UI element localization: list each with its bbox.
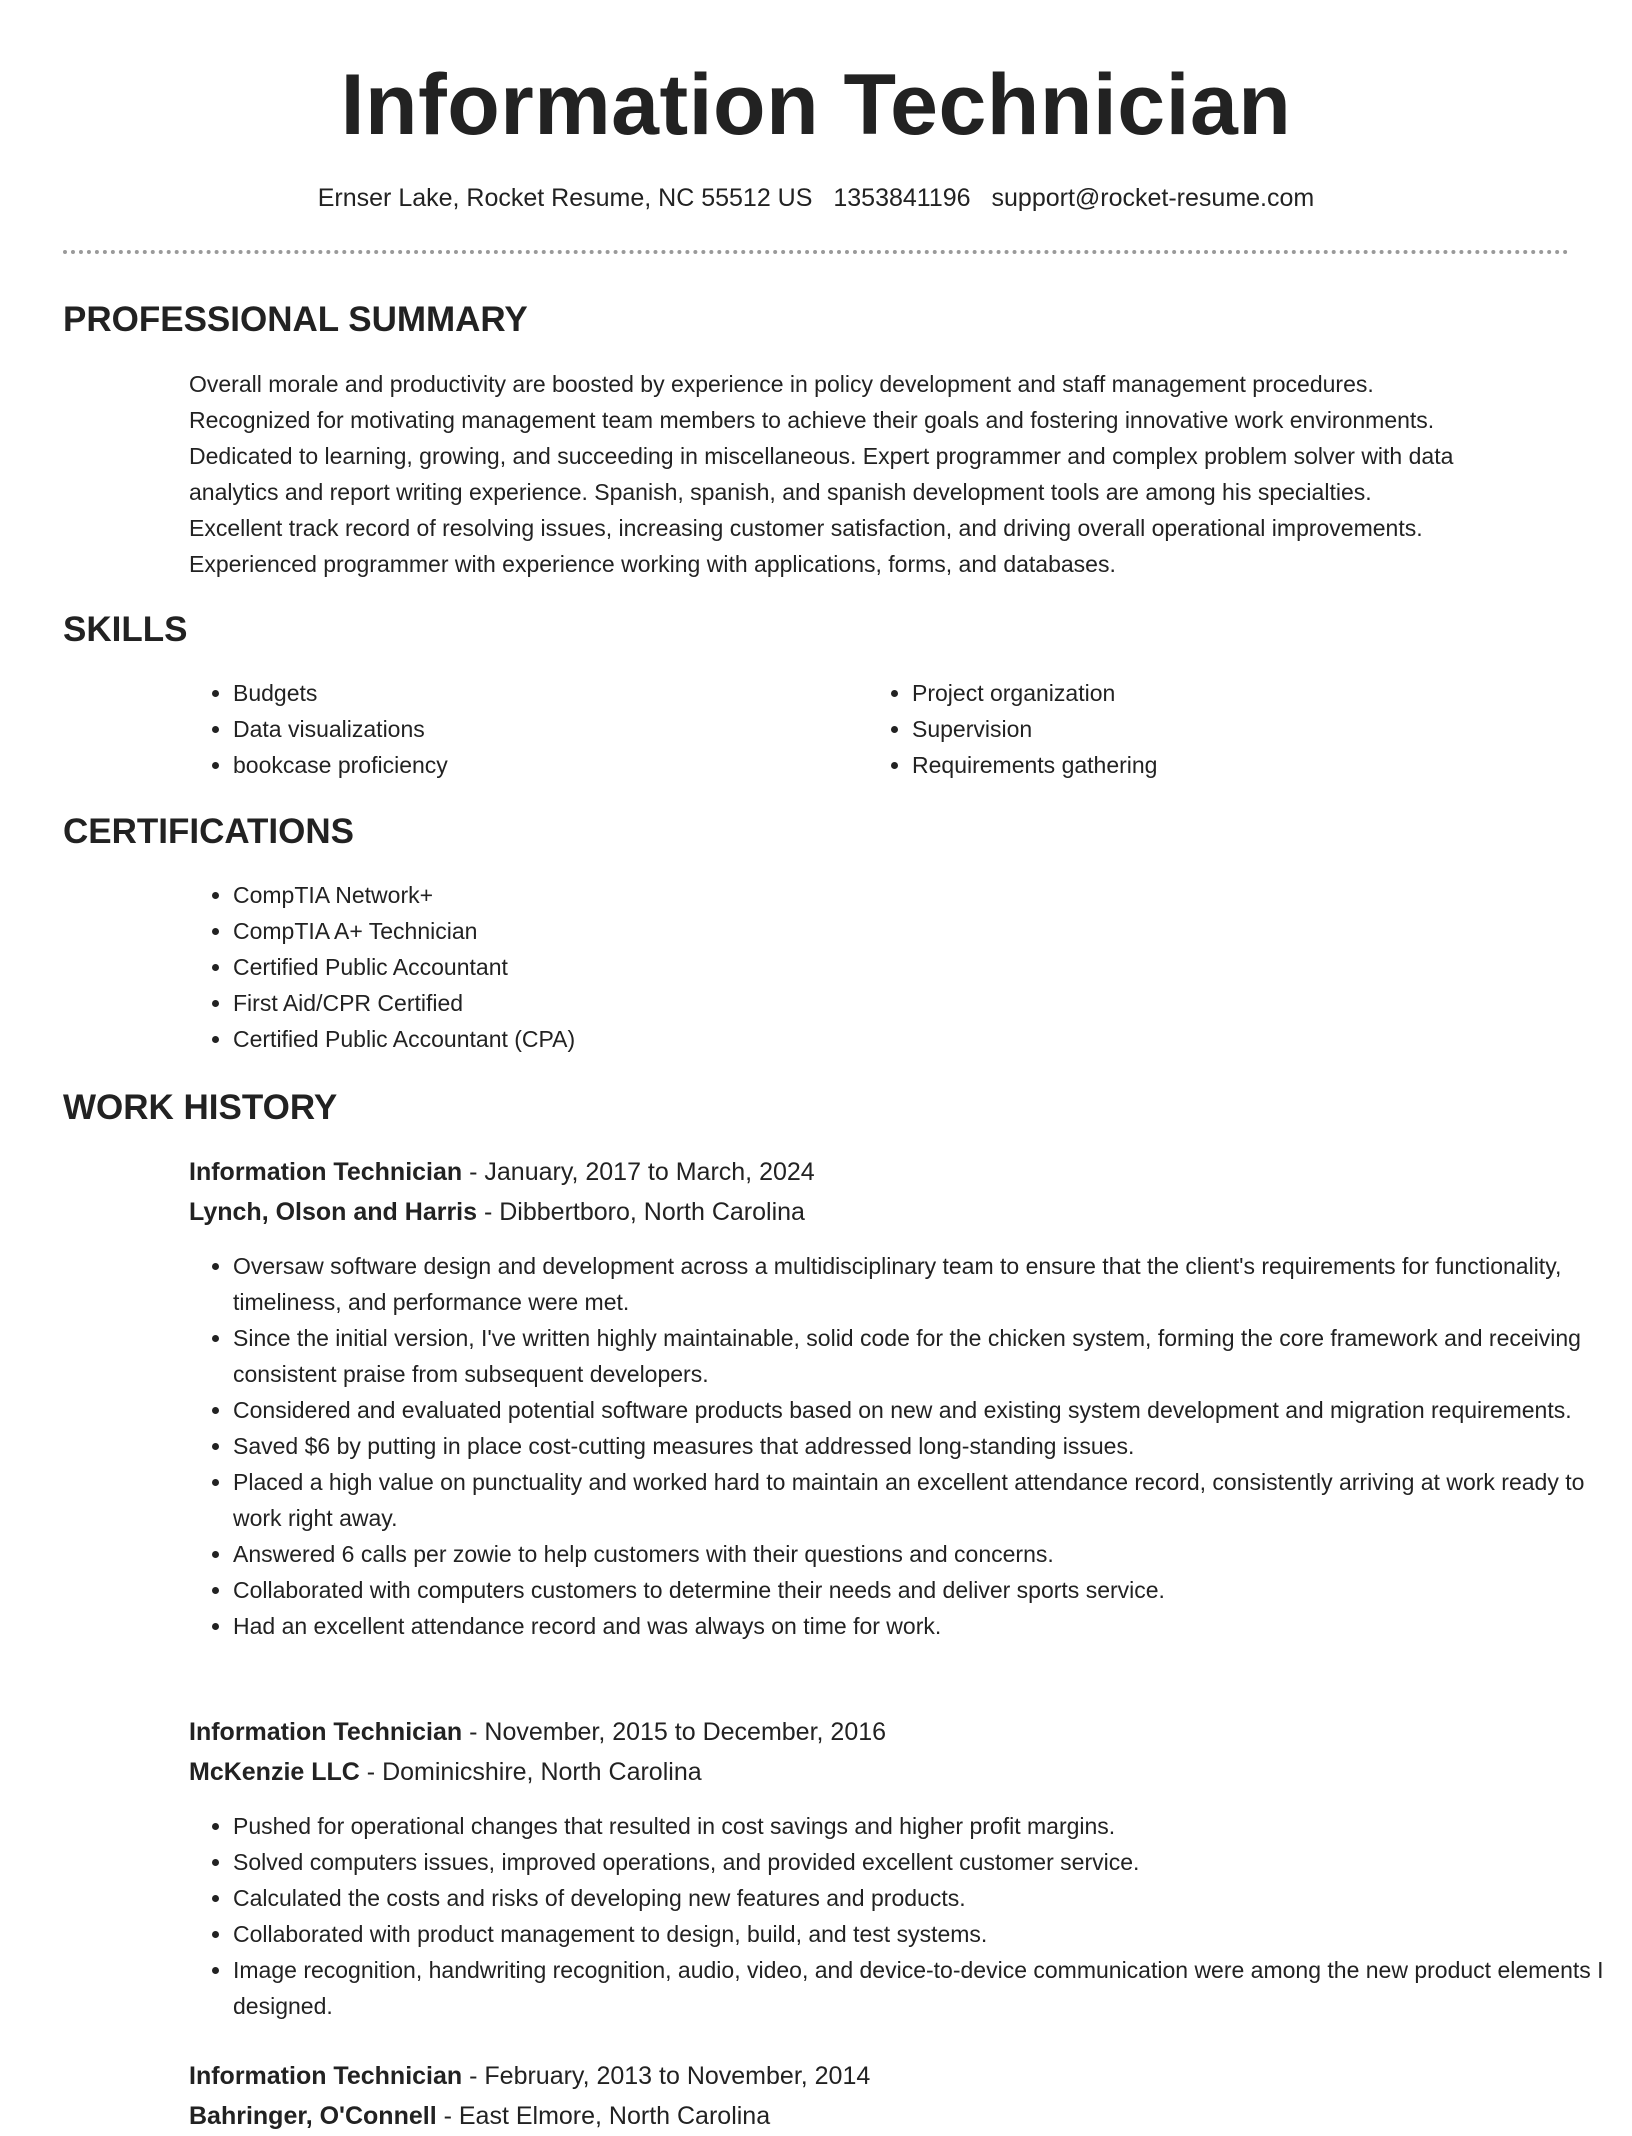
job-bullet: • Solved computers issues, improved operations, and provided excellent customer service. bbox=[233, 1844, 1613, 1880]
job-bullet: • Since the initial version, I've written highly maintainable, solid code for the chicken system, forming the core framework and receiving consistent praise from subsequent developers. bbox=[233, 1320, 1613, 1392]
summary-text bbox=[189, 366, 1569, 582]
job-location: - Dibbertboro, North Carolina bbox=[477, 1198, 805, 1226]
job-location: - East Elmore, North Carolina bbox=[436, 2102, 771, 2130]
job-company: Lynch, Olson and Harris bbox=[189, 1198, 478, 1226]
certification-item: • Certified Public Accountant (CPA) bbox=[233, 1021, 1533, 1057]
skills-list-left bbox=[189, 675, 793, 783]
resume-name: Information Technician bbox=[340, 57, 1292, 153]
job-title: Information Technician bbox=[189, 1718, 463, 1746]
skill-item: • bookcase proficiency bbox=[233, 747, 793, 783]
summary-line: Experienced programmer with experience working with applications, forms, and databases. bbox=[189, 551, 1116, 577]
summary-heading: PROFESSIONAL SUMMARY bbox=[63, 300, 528, 339]
job-bullet: • Pushed for operational changes that resulted in cost savings and higher profit margins. bbox=[233, 1808, 1613, 1844]
contact-address: Ernser Lake, Rocket Resume, NC 55512 US bbox=[317, 184, 813, 212]
job-company-line bbox=[189, 1192, 1569, 1232]
job-title: Information Technician bbox=[189, 1158, 463, 1186]
contact-line bbox=[0, 180, 1632, 216]
certification-item: • First Aid/CPR Certified bbox=[233, 985, 1533, 1021]
job-bullet: • Image recognition, handwriting recognition, audio, video, and device-to-device communication were among the new product elements I designed. bbox=[233, 1952, 1613, 2024]
job-company-line bbox=[189, 2096, 1569, 2136]
job-location: - Dominicshire, North Carolina bbox=[359, 1758, 702, 1786]
certification-item: • Certified Public Accountant bbox=[233, 949, 1533, 985]
certifications-heading: CERTIFICATIONS bbox=[63, 812, 355, 851]
header-divider bbox=[63, 250, 1569, 254]
job-title-line bbox=[189, 1712, 1569, 1752]
job-bullet: • Oversaw software design and development across a multidisciplinary team to ensure that the client's requirements for functionality, timeliness, and performance were met. bbox=[233, 1248, 1613, 1320]
skill-item: • Budgets bbox=[233, 675, 793, 711]
job-bullet: • Saved $6 by putting in place cost-cutting measures that addressed long-standing issues. bbox=[233, 1428, 1613, 1464]
certification-item: • CompTIA Network+ bbox=[233, 877, 1533, 913]
skill-item: • Project organization bbox=[912, 675, 1552, 711]
skills-heading: SKILLS bbox=[63, 610, 188, 649]
summary-line: Recognized for motivating management team members to achieve their goals and fostering innovative work environments. bbox=[189, 407, 1435, 433]
job-bullet: • Collaborated with computers customers to determine their needs and deliver sports service. bbox=[233, 1572, 1613, 1608]
job-dates: - November, 2015 to December, 2016 bbox=[462, 1718, 887, 1746]
skill-item: • Requirements gathering bbox=[912, 747, 1552, 783]
job-bullet: • Placed a high value on punctuality and worked hard to maintain an excellent attendance record, consistently arriving at work ready to work right away. bbox=[233, 1464, 1613, 1536]
job-bullet: • Calculated the costs and risks of developing new features and products. bbox=[233, 1880, 1613, 1916]
job-bullet: • Considered and evaluated potential software products based on new and existing system development and migration requirements. bbox=[233, 1392, 1613, 1428]
job-bullets bbox=[189, 1248, 1613, 1644]
skills-list-right bbox=[868, 675, 1552, 783]
contact-phone: 1353841196 bbox=[833, 184, 971, 212]
job-bullets bbox=[189, 1808, 1613, 2024]
job-company: McKenzie LLC bbox=[189, 1758, 360, 1786]
contact-email: support@rocket-resume.com bbox=[991, 184, 1315, 212]
summary-line: analytics and report writing experience. Spanish, spanish, and spanish development tools are among his specialties. bbox=[189, 479, 1372, 505]
job-bullet: • Collaborated with product management to design, build, and test systems. bbox=[233, 1916, 1613, 1952]
certifications-list bbox=[189, 877, 1533, 1057]
job-dates: - February, 2013 to November, 2014 bbox=[462, 2062, 871, 2090]
work-history-heading: WORK HISTORY bbox=[63, 1088, 338, 1127]
summary-line: Overall morale and productivity are boosted by experience in policy development and staff management procedures. bbox=[189, 371, 1374, 397]
summary-line: Dedicated to learning, growing, and succeeding in miscellaneous. Expert programmer and complex problem solver with data bbox=[189, 443, 1454, 469]
skill-item: • Supervision bbox=[912, 711, 1552, 747]
job-dates: - January, 2017 to March, 2024 bbox=[462, 1158, 815, 1186]
job-title-line bbox=[189, 1152, 1569, 1192]
job-title: Information Technician bbox=[189, 2062, 463, 2090]
job-company: Bahringer, O'Connell bbox=[189, 2102, 437, 2130]
summary-line: Excellent track record of resolving issues, increasing customer satisfaction, and driving overall operational improvements. bbox=[189, 515, 1423, 541]
job-bullet: • Had an excellent attendance record and was always on time for work. bbox=[233, 1608, 1613, 1644]
skill-item: • Data visualizations bbox=[233, 711, 793, 747]
job-bullet: • Answered 6 calls per zowie to help customers with their questions and concerns. bbox=[233, 1536, 1613, 1572]
job-company-line bbox=[189, 1752, 1569, 1792]
job-title-line bbox=[189, 2056, 1569, 2096]
certification-item: • CompTIA A+ Technician bbox=[233, 913, 1533, 949]
